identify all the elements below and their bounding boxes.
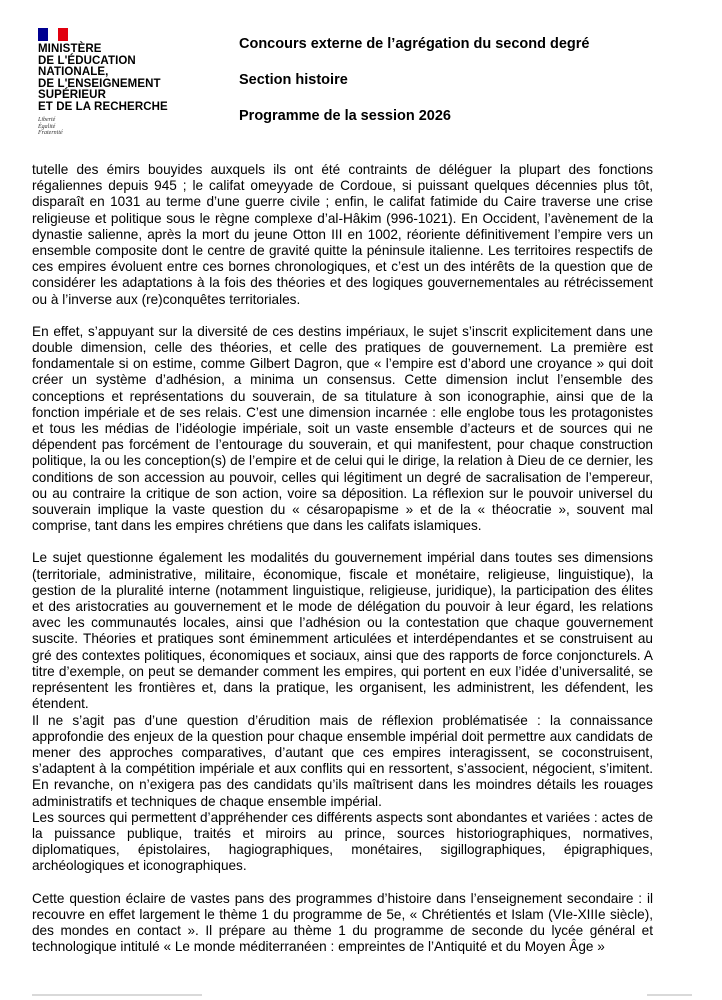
ministry-name-line: NATIONALE, bbox=[38, 66, 109, 78]
motto-line: Liberté bbox=[38, 117, 56, 123]
footer-right-fragment bbox=[647, 994, 692, 996]
ministry-logo bbox=[38, 28, 208, 137]
body-paragraph: Cette question éclaire de vastes pans des programmes d’histoire dans l’enseignement secondaire : il recouvre en effet largement le thème 1 du programme de 5e, « Chrétientés et Islam (VIe-XIIIe siècle), des mondes en contact ». Il prépare au thème 1 du programme de seconde du lycée général et technologique intitulé « Le monde méditerranéen : empreintes de l’Antiquité et du Moyen Âge » bbox=[32, 890, 653, 955]
body-paragraph: Les sources qui permettent d’appréhender ces différents aspects sont abondantes et variées : actes de la puissance publique, traités et miroirs au prince, sources historiographiques, normatives, diplomatiques, épistolaires, hagiographiques, monétaires, sigillographiques, épigraphiques, archéologiques et iconographiques. bbox=[32, 809, 653, 874]
body-paragraph: tutelle des émirs bouyides auxquels ils ont été contraints de déléguer la plupart des fonctions régaliennes depuis 945 ; le califat omeyyade de Cordoue, si puissant quelques décennies plus tôt, disparaît en 1031 au terme d’une guerre civile ; enfin, le califat fatimide du Caire traverse une crise religieuse et politique sous le règne complexe d’al-Hâkim (996-1021). En Occident, l’avènement de la dynastie salienne, après la mort du jeune Otton III en 1002, réoriente définitivement l’empire vers un ensemble composite dont le centre de gravité quitte la péninsule italienne. Les territoires respectifs de ces empires évoluent entre ces bornes chronologiques, et c’est un des intérêts de la question que de considérer les adaptations à la fois des théories et des logiques gouvernementales au rétrécissement ou à l’inverse aux (re)conquêtes territoriales. bbox=[32, 162, 653, 307]
section-title: Section histoire bbox=[239, 72, 348, 88]
motto-line: Fraternité bbox=[38, 130, 63, 136]
ministry-name-line: SUPÉRIEUR bbox=[38, 89, 106, 101]
body-paragraph: En effet, s’appuyant sur la diversité de ces destins impériaux, le sujet s’inscrit explicitement dans une double dimension, celle des théories, et celle des pratiques de gouvernement. La première est fondamentale si on estime, comme Gilbert Dagron, que « l’empire est d’abord une croyance » qui doit créer un système d’adhésion, a minima un consensus. Cette dimension inclut l’ensemble des conceptions et représentations du souverain, de sa titulature à son iconographie, ainsi que de la fonction impériale et de ses relais. C’est une dimension incarnée : elle englobe tous les protagonistes et tous les médias de l’idéologie impériale, soit un vaste ensemble d’acteurs et de sources qui ne dépendent pas forcément de l’entourage du souverain, et qui manifestent, pour chaque construction politique, la ou les conception(s) de l’empire et de celui qui le dirige, la relation à Dieu de ce dernier, les conditions de son accession au pouvoir, celles qui légitiment un degré de sacralisation de l’empereur, ou au contraire la critique de son action, voire sa déposition. La réflexion sur le pouvoir universel du souverain implique la vaste question du « césaropapisme » et de la « théocratie », souvent mal comprise, tant dans les empires chrétiens que dans les califats islamiques. bbox=[32, 323, 653, 534]
motto-line: Égalité bbox=[38, 123, 56, 130]
flag-blue-band bbox=[38, 28, 48, 41]
ministry-name-line: ET DE LA RECHERCHE bbox=[38, 100, 168, 113]
body-paragraph: Le sujet questionne également les modalités du gouvernement impérial dans toutes ses dimensions (territoriale, administrative, militaire, économique, fiscale et monétaire, religieuse, linguistique), la gestion de la pluralité interne (notamment linguistique, religieuse, juridique), la participation des élites et des aristocraties au gouvernement et le mode de délégation du pouvoir à leur égard, les relations avec les communautés locales, ainsi que l’adhésion ou la contestation que chaque gouvernement suscite. Théories et pratiques sont éminemment articulées et interdépendantes et se construisent au gré des contextes politiques, économiques et sociaux, ainsi que des rapports de force conjoncturels. A titre d’exemple, on peut se demander comment les empires, qui portent en eux l’idée d’universalité, se représentent les frontières et, dans la pratique, les organisent, les administrent, les défendent, les étendent. bbox=[32, 550, 653, 712]
ministry-name-line: DE L'ENSEIGNEMENT bbox=[38, 77, 161, 90]
header-titles bbox=[239, 36, 590, 125]
flag-red-band bbox=[58, 28, 68, 41]
document-body bbox=[32, 162, 653, 955]
exam-title: Concours externe de l’agrégation du second degré bbox=[239, 36, 590, 52]
programme-title: Programme de la session 2026 bbox=[239, 108, 451, 124]
footer-left-fragment bbox=[32, 994, 202, 996]
republic-motto bbox=[38, 117, 208, 137]
ministry-name-line: DE L'ÉDUCATION bbox=[38, 54, 136, 67]
marianne-flag-icon bbox=[38, 28, 68, 41]
page-header bbox=[0, 0, 722, 150]
body-paragraph: Il ne s’agit pas d’une question d’érudition mais de réflexion problématisée : la connaissance approfondie des enjeux de la question pour chaque ensemble impérial doit permettre aux candidats de mener des approches comparatives, d’autant que ces empires interagissent, se coconstruisent, s’adaptent à la compétition impériale et aux conflits qui en ressortent, s’associent, négocient, s’imitent. En revanche, on n’exigera pas des candidats qu’ils maîtrisent dans les moindres détails les rouages administratifs et techniques de chaque ensemble impérial. bbox=[32, 712, 653, 809]
footer-cut-off bbox=[32, 994, 692, 1000]
ministry-name-line: MINISTÈRE bbox=[38, 43, 102, 55]
flag-white-band bbox=[48, 28, 58, 41]
